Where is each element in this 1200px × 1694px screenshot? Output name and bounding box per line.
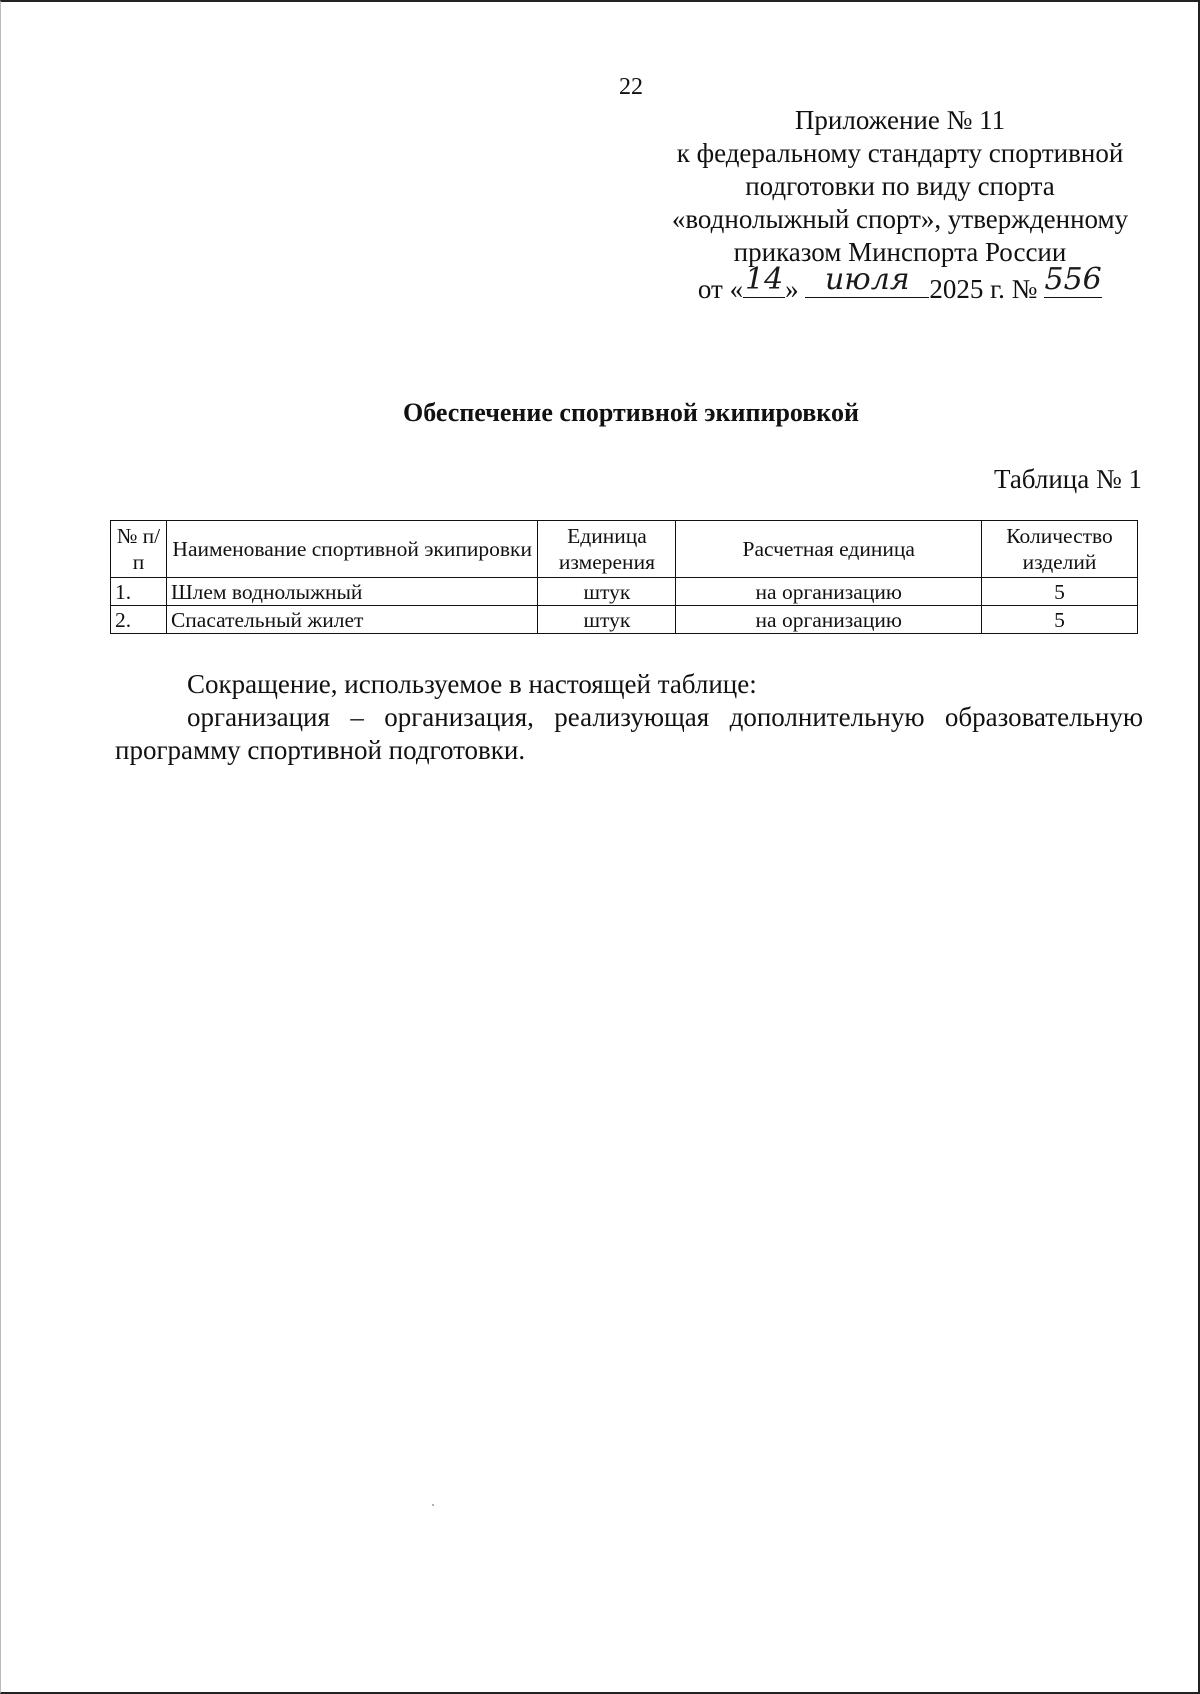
row-name: Шлем воднолыжный [166, 578, 538, 606]
order-quote-close: » [785, 274, 799, 304]
row-name: Спасательный жилет [166, 606, 538, 634]
order-date-line [640, 262, 1160, 306]
table-row [111, 578, 1138, 606]
header-quantity: Количество изделий [982, 521, 1138, 578]
notes-section [115, 668, 1143, 767]
abbreviation-intro: Сокращение, используемое в настоящей таблице: [187, 669, 757, 699]
row-quantity: 5 [982, 578, 1138, 606]
scan-speck [432, 1504, 434, 1506]
document-title: Обеспечение спортивной экипировкой [403, 398, 859, 427]
abbreviation-definition: организация – организация, реализующая дополнительную образовательную программу спортивной подготовки. [115, 702, 1143, 765]
annex-title: Приложение № 11 [794, 105, 1006, 135]
handwritten-month: июля [824, 262, 910, 297]
annex-line-4: «воднолыжный спорт», утвержденному [671, 204, 1129, 234]
annex-header [640, 104, 1160, 306]
annex-line-3: подготовки по виду спорта [745, 171, 1055, 201]
order-day-field [743, 262, 785, 298]
annex-line-2: к федеральному стандарту спортивной [676, 138, 1124, 168]
table-row [111, 606, 1138, 634]
row-unit: штук [538, 606, 676, 634]
header-number: № п/п [111, 521, 167, 578]
order-number-field [1044, 262, 1102, 298]
row-calc-unit: на организацию [676, 606, 982, 634]
order-year: 2025 г. № [929, 274, 1038, 304]
annex-line-5: приказом Минспорта России [733, 237, 1067, 267]
header-unit: Единица измерения [538, 521, 676, 578]
row-calc-unit: на организацию [676, 578, 982, 606]
row-number: 2. [111, 606, 167, 634]
equipment-table [110, 520, 1138, 634]
header-calc-unit: Расчетная единица [676, 521, 982, 578]
header-name: Наименование спортивной экипировки [166, 521, 538, 578]
row-number: 1. [111, 578, 167, 606]
order-prefix: от « [697, 274, 744, 304]
row-quantity: 5 [982, 606, 1138, 634]
handwritten-day: 14 [744, 262, 784, 297]
row-unit: штук [538, 578, 676, 606]
table-header-row [111, 521, 1138, 578]
handwritten-number: 556 [1044, 262, 1102, 297]
order-month-field [805, 262, 929, 298]
table-label: Таблица № 1 [994, 464, 1142, 494]
page-number: 22 [619, 74, 643, 100]
